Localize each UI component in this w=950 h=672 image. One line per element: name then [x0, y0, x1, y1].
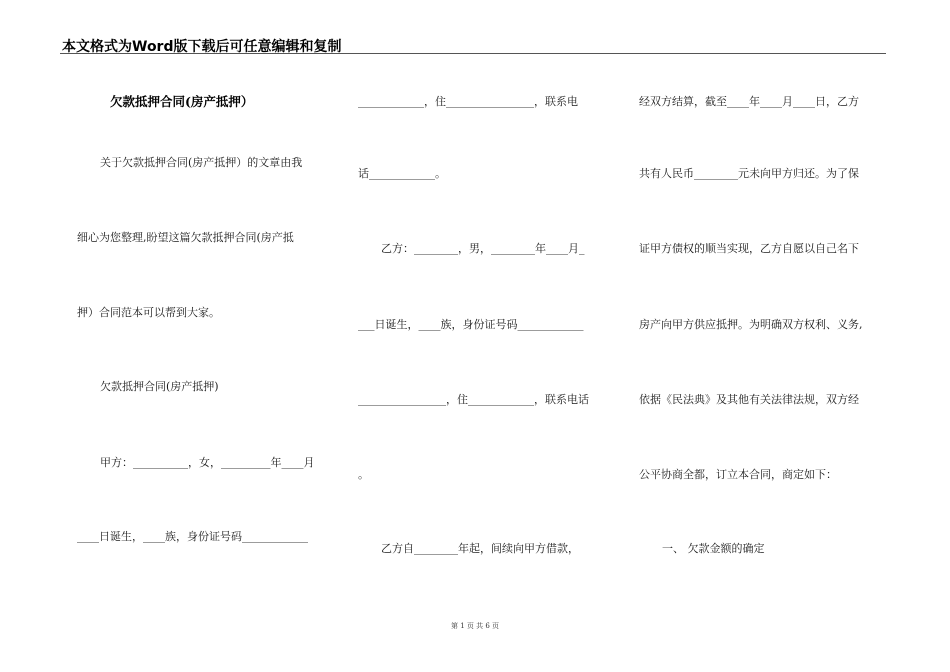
page-number: 第 1 页 共 6 页 — [450, 622, 500, 630]
paragraph-line: 话____________。 — [358, 167, 446, 180]
paragraph-line: 乙方自________年起，间续向甲方借款， — [381, 542, 579, 555]
paragraph-line: ____日诞生，____族，身份证号码____________ — [77, 530, 308, 543]
paragraph-line: 欠款抵押合同(房产抵押) — [100, 380, 219, 393]
header-divider — [60, 53, 886, 54]
document-header: 本文格式为Word版下载后可任意编辑和复制 — [62, 39, 342, 55]
paragraph-line: ____________，住________________，联系电 — [358, 95, 578, 108]
paragraph-line: 押）合同范本可以帮到大家。 — [77, 306, 220, 319]
paragraph-line: 依据《民法典》及其他有关法律法规，双方经 — [639, 393, 859, 406]
section-heading: 一、 欠款金额的确定 — [662, 542, 765, 555]
paragraph-line: 共有人民币________元未向甲方归还。为了保 — [639, 167, 859, 180]
paragraph-line: 经双方结算，截至____年____月____日，乙方 — [639, 95, 859, 108]
paragraph-line: 证甲方债权的顺当实现，乙方自愿以自己名下 — [639, 242, 859, 255]
paragraph-line: 公平协商全都，订立本合同，商定如下： — [639, 468, 837, 481]
paragraph-line: 。 — [358, 468, 369, 481]
paragraph-line: 乙方：________，男，________年____月_ — [381, 242, 585, 255]
paragraph-line: 细心为您整理,盼望这篇欠款抵押合同(房产抵 — [77, 231, 294, 244]
paragraph-line: 关于欠款抵押合同(房产抵押）的文章由我 — [100, 156, 303, 169]
paragraph-line: ___日诞生，____族，身份证号码____________ — [358, 318, 584, 331]
contract-title: 欠款抵押合同(房产抵押） — [110, 94, 254, 109]
paragraph-line: 房产向甲方供应抵押。为明确双方权利、义务, — [639, 318, 863, 331]
paragraph-line: 甲方：__________，女，_________年____月 — [100, 456, 315, 469]
paragraph-line: ________________，住____________，联系电话 — [358, 393, 589, 406]
